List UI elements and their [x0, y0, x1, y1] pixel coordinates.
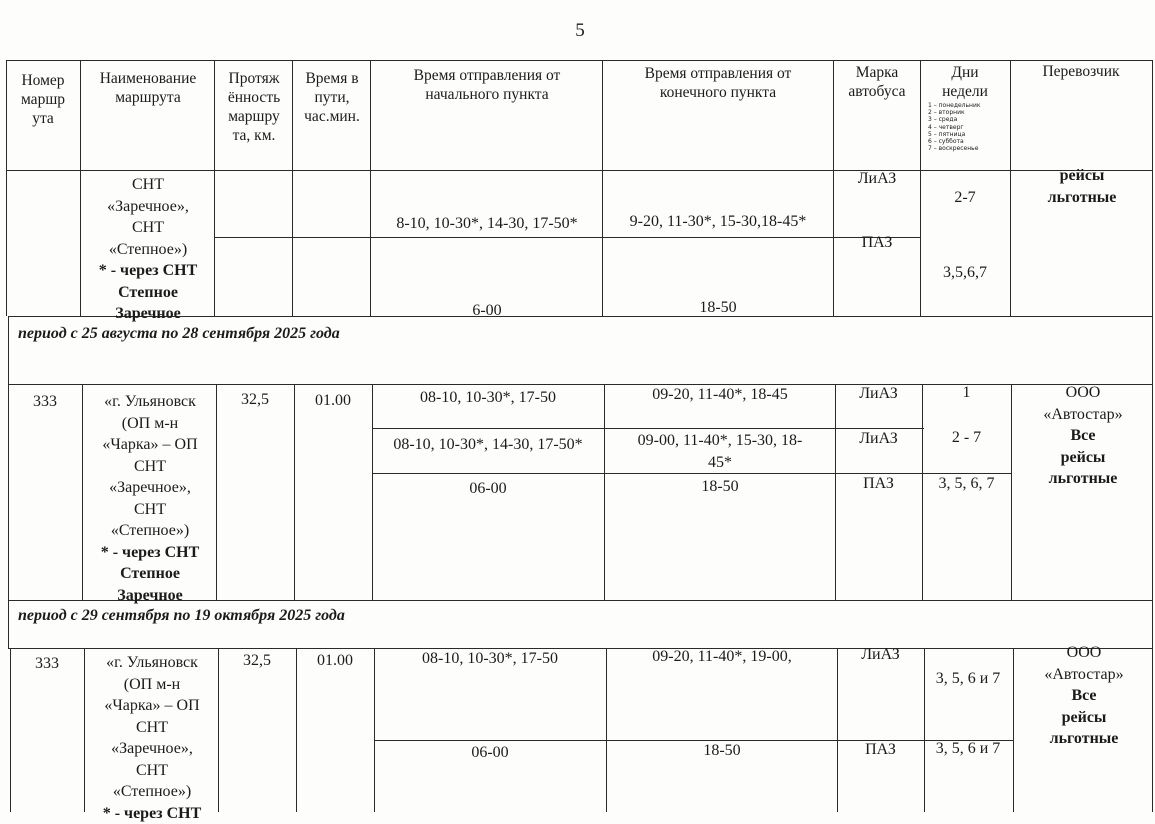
col-border	[370, 60, 371, 316]
col-border	[924, 648, 925, 812]
block3-duration: 01.00	[317, 652, 353, 669]
block3-row2-departure-start: 06-00	[471, 744, 509, 761]
block2-row1-bus: ЛиАЗ	[859, 385, 898, 402]
days-legend-item: 1 – понедельник	[928, 102, 981, 109]
block3-row1-days: 3, 5, 6 и 7	[935, 670, 1001, 687]
block2-row2-days: 2 - 7	[951, 429, 982, 446]
col-border	[80, 60, 81, 316]
block3-row1-bus: ЛиАЗ	[861, 646, 900, 663]
block2-row2-departure-end: 09-00, 11-40*, 15-30, 18-45*	[637, 432, 803, 471]
header-route-number: Номер маршр ута	[20, 72, 66, 127]
col-border	[1010, 60, 1011, 316]
days-legend-item: 7 – воскресенье	[928, 145, 979, 153]
block2-row3-bus: ПАЗ	[863, 475, 894, 492]
col-border	[216, 384, 217, 600]
block2-duration: 01.00	[315, 392, 351, 409]
col-border	[6, 60, 7, 316]
block2-row3-days: 3, 5, 6, 7	[938, 475, 995, 492]
block2-row1-departure-end: 09-20, 11-40*, 18-45	[652, 386, 788, 403]
row-divider	[215, 237, 920, 238]
block2-row3-departure-start: 06-00	[469, 480, 507, 497]
days-legend-item: 2 – вторник	[928, 109, 965, 117]
col-border	[920, 60, 921, 316]
days-legend	[928, 102, 1008, 152]
block3-route-number: 333	[35, 655, 59, 672]
block3-route-name: «г. Ульяновск (ОП м-н «Чарка» – ОП СНТ «Заречное», СНТ «Степное») * - через СНТ	[102, 654, 202, 822]
block2-row2-bus: ЛиАЗ	[859, 430, 898, 447]
block3-row2-bus: ПАЗ	[865, 741, 896, 758]
header-route-name: Наименование маршрута	[99, 70, 197, 106]
col-border	[1013, 648, 1014, 812]
col-border	[292, 60, 293, 316]
days-legend-item: 4 – четверг	[928, 123, 964, 131]
col-border	[218, 648, 219, 812]
block2-route-number: 333	[33, 393, 57, 410]
header-departure-end: Время отправления от конечного пункта	[644, 65, 792, 101]
col-border	[374, 648, 375, 812]
col-border	[837, 648, 838, 812]
block1-carrier: рейсы льготные	[1047, 167, 1117, 206]
block2-row1-departure-start: 08-10, 10-30*, 17-50	[420, 389, 556, 406]
period-title: период с 29 сентября по 19 октября 2025 года	[18, 607, 345, 624]
header-departure-start: Время отправления от начального пункта	[413, 67, 561, 103]
block1-row1-departure-end: 9-20, 11-30*, 15-30,18-45*	[629, 213, 807, 230]
col-border	[833, 60, 834, 316]
block3-row2-departure-end: 18-50	[703, 742, 741, 759]
col-border	[214, 60, 215, 316]
days-legend-item: 5 – пятница	[928, 130, 966, 138]
block3-length: 32,5	[243, 652, 271, 669]
col-border	[606, 648, 607, 812]
block1-row2-days: 3,5,6,7	[943, 264, 987, 281]
col-border	[372, 384, 373, 600]
col-border	[1152, 648, 1153, 812]
block3-row2-days: 3, 5, 6 и 7	[935, 740, 1001, 757]
block2-length: 32,5	[241, 391, 269, 408]
block3-row1-departure-start: 08-10, 10-30*, 17-50	[422, 650, 558, 667]
col-border	[602, 60, 603, 316]
col-border	[922, 384, 923, 600]
block1-route-name: СНТ «Заречное», СНТ «Степное») * - через СНТ Степное Заречное	[98, 176, 198, 322]
header-length: Протяж ённость маршру та, км.	[227, 70, 281, 144]
header-duration: Время в пути, час.мин.	[304, 70, 360, 125]
block2-carrier: ООО «Автостар» Все рейсы льготные	[1043, 384, 1123, 487]
col-border	[835, 384, 836, 600]
block3-row1-departure-end: 09-20, 11-40*, 19-00,	[652, 648, 792, 665]
block1-row2-departure-start: 6-00	[472, 302, 502, 319]
block1-row1-days: 2-7	[954, 189, 976, 206]
block3-carrier: ООО «Автостар» Все рейсы льготные	[1044, 644, 1124, 747]
header-carrier: Перевозчик	[1042, 63, 1120, 80]
col-border	[8, 384, 9, 600]
col-border	[1152, 316, 1153, 384]
block1-row1-departure-start: 8-10, 10-30*, 14-30, 17-50*	[396, 215, 578, 232]
col-border	[8, 600, 9, 648]
block2-row2-departure-start: 08-10, 10-30*, 14-30, 17-50*	[393, 436, 583, 453]
col-border	[82, 384, 83, 600]
col-border	[604, 384, 605, 600]
block2-row3-departure-end: 18-50	[701, 478, 739, 495]
block1-row1-bus: ЛиАЗ	[857, 170, 897, 187]
page-number: 5	[575, 20, 585, 41]
header-bottom-border	[6, 170, 1153, 171]
col-border	[8, 316, 9, 384]
col-border	[1152, 600, 1153, 648]
col-border	[296, 648, 297, 812]
col-border	[1152, 384, 1153, 600]
block1-row2-bus: ПАЗ	[861, 234, 893, 251]
block2-route-name: «г. Ульяновск (ОП м-н «Чарка» – ОП СНТ «Заречное», СНТ «Степное») * - через СНТ Степное Заречное	[100, 393, 200, 604]
header-days-title: Дни недели	[942, 64, 988, 100]
block2-row1-days: 1	[962, 384, 971, 401]
period-title: период с 25 августа по 28 сентября 2025 года	[18, 325, 340, 342]
col-border	[294, 384, 295, 600]
table-top-border	[6, 60, 1153, 61]
col-border	[1011, 384, 1012, 600]
col-border	[10, 648, 11, 812]
days-legend-item: 6 – суббота	[928, 138, 964, 146]
days-legend-item: 3 – среда	[928, 116, 958, 124]
col-border	[1152, 60, 1153, 316]
header-bus-brand: Марка автобуса	[848, 64, 906, 100]
col-border	[84, 648, 85, 812]
block1-row2-departure-end: 18-50	[699, 299, 737, 316]
